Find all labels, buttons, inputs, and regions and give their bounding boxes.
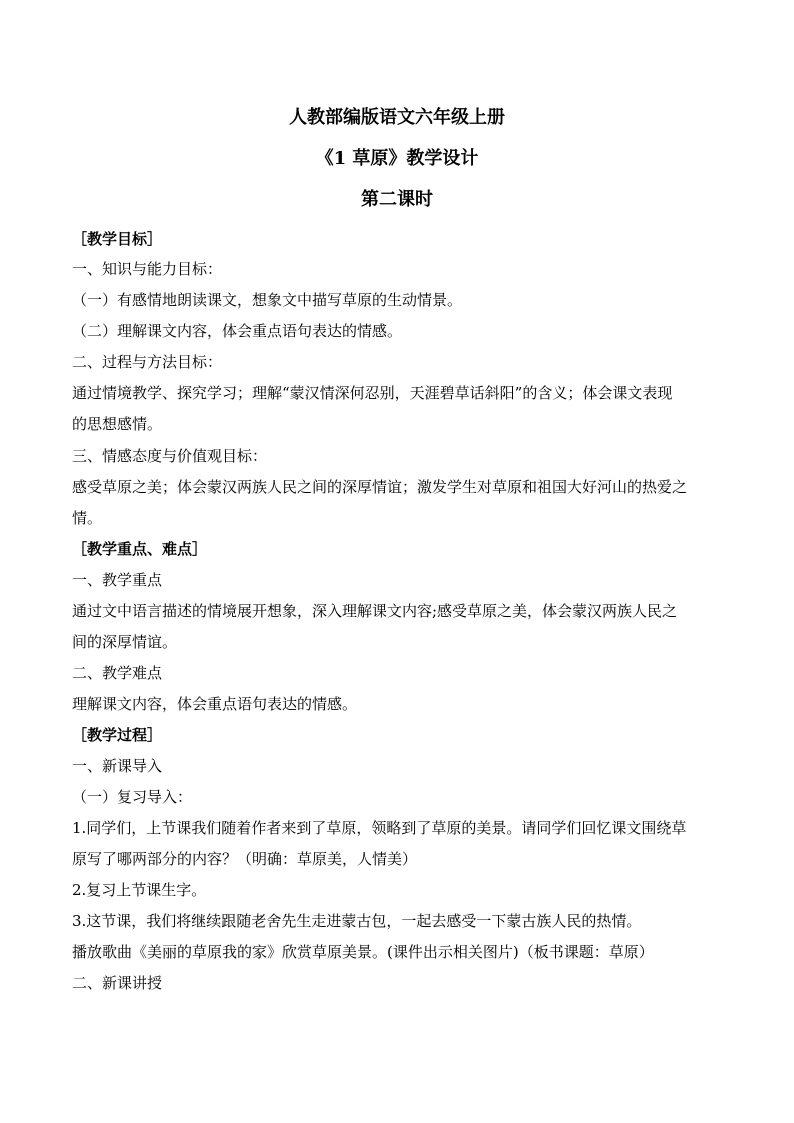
emotion-values-heading: 三、情感态度与价值观目标： — [72, 447, 268, 465]
process-item-1-line2: 原写了哪两部分的内容？（明确：草原美，人情美） — [72, 850, 418, 868]
document-title: 人教部编版语文六年级上册 — [289, 107, 505, 128]
knowledge-ability-heading: 一、知识与能力目标： — [72, 260, 223, 278]
emotion-values-text-line2: 情。 — [72, 509, 103, 527]
process-method-text-line2: 的思想感情。 — [72, 415, 163, 433]
teaching-focus-heading: 一、教学重点 — [72, 571, 163, 589]
knowledge-item-1: （一）有感情地朗读课文，想象文中描写草原的生动情景。 — [72, 291, 463, 309]
objectives-heading: ［教学目标］ — [72, 230, 163, 248]
knowledge-item-2: （二）理解课文内容，体会重点语句表达的情感。 — [72, 322, 403, 340]
emotion-values-text-line1: 感受草原之美；体会蒙汉两族人民之间的深厚情谊；激发学生对草原和祖国大好河山的热爱之 — [72, 478, 688, 496]
teaching-focus-text-line2: 间的深厚情谊。 — [72, 633, 178, 651]
lesson-title: 《1 草原》教学设计 — [315, 148, 479, 169]
process-item-2: 2.复习上节课生字。 — [72, 881, 207, 899]
teaching-process-heading: ［教学过程］ — [72, 726, 163, 744]
music-activity-line: 播放歌曲《美丽的草原我的家》欣赏草原美景。(课件出示相关图片)（板书课题：草原） — [72, 943, 654, 961]
teaching-focus-text-line1: 通过文中语言描述的情境展开想象，深入理解课文内容;感受草原之美，体会蒙汉两族人民之 — [72, 602, 678, 620]
teaching-difficulty-heading: 二、教学难点 — [72, 664, 163, 682]
process-method-heading: 二、过程与方法目标： — [72, 353, 223, 371]
key-points-heading: ［教学重点、难点］ — [72, 540, 208, 558]
review-intro-heading: （一）复习导入： — [72, 788, 193, 806]
period-title: 第二课时 — [361, 189, 433, 210]
teaching-difficulty-text: 理解课文内容，体会重点语句表达的情感。 — [72, 695, 358, 713]
new-lesson-intro-heading: 一、新课导入 — [72, 757, 163, 775]
process-item-1-line1: 1.同学们，上节课我们随着作者来到了草原，领略到了草原的美景。请同学们回忆课文围绕草 — [72, 819, 687, 837]
process-method-text-line1: 通过情境教学、探究学习；理解“蒙汉情深何忍别，天涯碧草话斜阳”的含义；体会课文表现 — [72, 384, 673, 402]
new-lesson-lecture-heading: 二、新课讲授 — [72, 974, 163, 992]
process-item-3: 3.这节课，我们将继续跟随老舍先生走进蒙古包，一起去感受一下蒙古族人民的热情。 — [72, 912, 642, 930]
